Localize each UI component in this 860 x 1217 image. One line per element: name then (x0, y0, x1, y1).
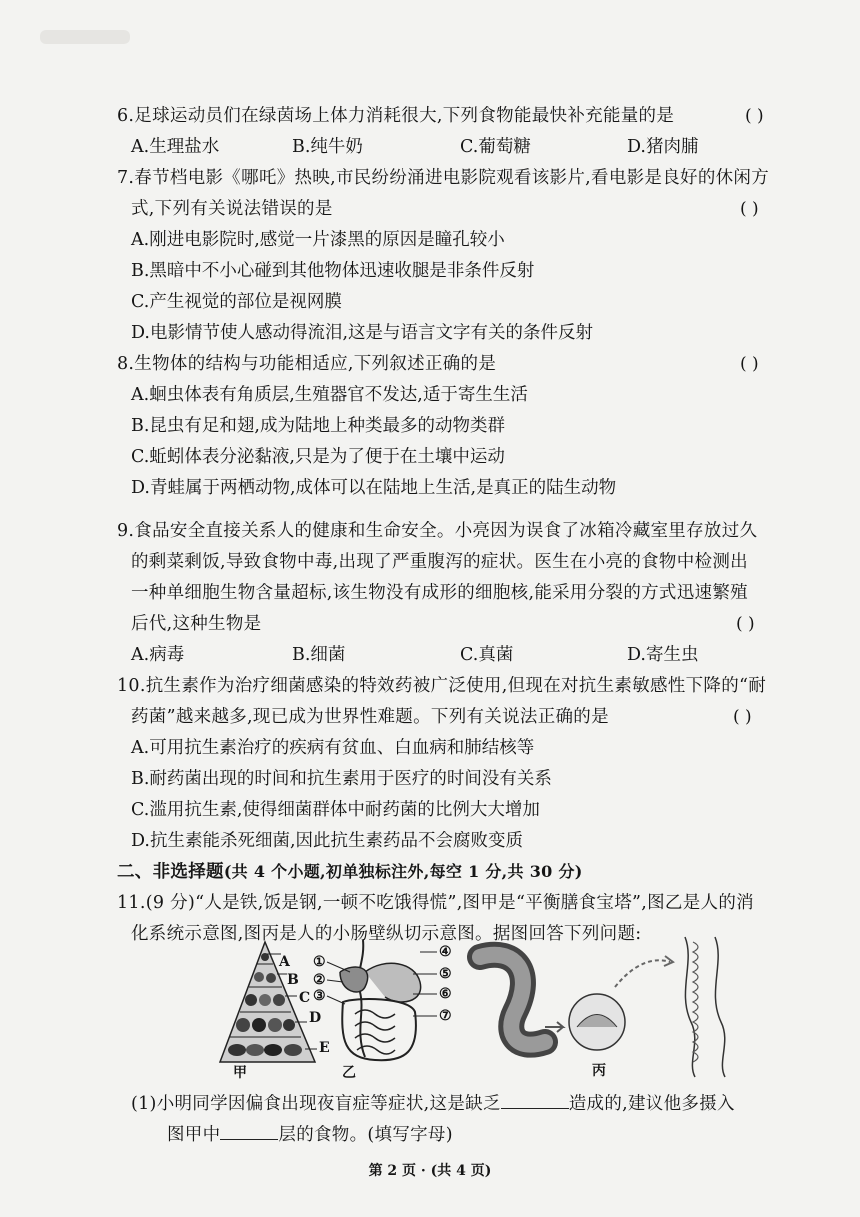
organ-label-2: ② (313, 972, 326, 988)
q7-answer-paren: ( ) (740, 199, 759, 219)
q9-stem-line2: 的剩菜剩饭,导致食物中毒,出现了严重腹泻的症状。医生在小亮的食物中检测出 (131, 552, 748, 572)
pyramid-label-a: A (279, 954, 290, 970)
q9-answer-paren: ( ) (736, 614, 755, 634)
q6-option-b: B.纯牛奶 (292, 137, 363, 157)
q6-option-a: A.生理盐水 (131, 137, 220, 157)
figure-caption-jia: 甲 (233, 1065, 247, 1081)
q7-option-b: B.黑暗中不小心碰到其他物体迅速收腿是非条件反射 (131, 261, 535, 281)
pyramid-label-e: E (319, 1040, 330, 1056)
pyramid-label-d: D (309, 1010, 322, 1026)
pyramid-label-c: C (299, 990, 311, 1006)
organ-label-1: ① (313, 954, 326, 970)
scan-smudge (40, 30, 130, 44)
q11-sub1-blank-1[interactable] (501, 1090, 569, 1109)
q9-stem-line4: 后代,这种生物是 (131, 614, 262, 634)
q6-option-d: D.猪肉脯 (627, 137, 699, 157)
q11-sub1-text-c: 图甲中 (167, 1125, 221, 1145)
q9-option-c: C.真菌 (460, 645, 514, 665)
q9-option-d: D.寄生虫 (627, 645, 699, 665)
pyramid-label-b: B (287, 972, 299, 988)
figure-caption-bing: 丙 (592, 1063, 606, 1079)
q10-stem-line1: 10.抗生素作为治疗细菌感染的特效药被广泛使用,但现在对抗生素敏感性下降的“耐 (117, 676, 767, 696)
q11-sub1-text-d: 层的食物。(填写字母) (278, 1125, 453, 1145)
q8-option-c: C.蚯蚓体表分泌黏液,只是为了便于在土壤中运动 (131, 447, 505, 467)
q10-stem-line2: 药菌”越来越多,现已成为世界性难题。下列有关说法正确的是 (131, 707, 609, 727)
q6-option-c: C.葡萄糖 (460, 137, 531, 157)
organ-label-4: ④ (439, 944, 452, 960)
q6-stem: 6.足球运动员们在绿茵场上体力消耗很大,下列食物能最快补充能量的是 (117, 106, 675, 126)
section2-title: 二、非选择题 (117, 862, 224, 882)
q11-stem-line1: 11.(9 分)“人是铁,饭是钢,一顿不吃饿得慌”,图甲是“平衡膳食宝塔”,图乙是人的消 (117, 893, 754, 913)
organ-label-6: ⑥ (439, 986, 452, 1002)
q8-stem: 8.生物体的结构与功能相适应,下列叙述正确的是 (117, 354, 497, 374)
figure-caption-yi: 乙 (342, 1065, 356, 1081)
q7-stem-line2: 式,下列有关说法错误的是 (131, 199, 333, 219)
q8-option-a: A.蛔虫体表有角质层,生殖器官不发达,适于寄生生活 (131, 385, 528, 405)
q11-sub1-text-b: 造成的,建议他多摄入 (568, 1094, 735, 1114)
q11-sub1-line2 (167, 1121, 453, 1147)
organ-label-7: ⑦ (439, 1008, 452, 1024)
q10-option-a: A.可用抗生素治疗的疾病有贫血、白血病和肺结核等 (131, 738, 535, 758)
q10-option-c: C.滥用抗生素,使得细菌群体中耐药菌的比例大大增加 (131, 800, 540, 820)
q9-option-b: B.细菌 (292, 645, 346, 665)
q11-sub1-text-a: (1)小明同学因偏食出现夜盲症等症状,这是缺乏 (131, 1094, 501, 1114)
q6-answer-paren: ( ) (745, 106, 764, 126)
q11-sub1-blank-2[interactable] (220, 1121, 278, 1140)
q10-option-d: D.抗生素能杀死细菌,因此抗生素药品不会腐败变质 (131, 831, 524, 851)
section2-heading (117, 860, 583, 884)
q7-option-d: D.电影情节使人感动得流泪,这是与语言文字有关的条件反射 (131, 323, 594, 343)
diet-pyramid-diagram (215, 932, 755, 1082)
q7-option-c: C.产生视觉的部位是视网膜 (131, 292, 342, 312)
q11-stem-line2: 化系统示意图,图丙是人的小肠壁纵切示意图。据图回答下列问题: (131, 924, 642, 944)
q11-sub1-line1 (131, 1090, 735, 1116)
q8-answer-paren: ( ) (740, 354, 759, 374)
q9-option-a: A.病毒 (131, 645, 185, 665)
q10-option-b: B.耐药菌出现的时间和抗生素用于医疗的时间没有关系 (131, 769, 552, 789)
organ-label-3: ③ (313, 988, 326, 1004)
q7-option-a: A.刚进电影院时,感觉一片漆黑的原因是瞳孔较小 (131, 230, 505, 250)
section2-note: (共 4 个小题,初单独标注外,每空 1 分,共 30 分) (223, 862, 583, 881)
q10-answer-paren: ( ) (733, 707, 752, 727)
q11-figure (215, 932, 755, 1082)
q7-stem-line1: 7.春节档电影《哪吒》热映,市民纷纷涌进电影院观看该影片,看电影是良好的休闲方 (117, 168, 770, 188)
q9-stem-line1: 9.食品安全直接关系人的健康和生命安全。小亮因为误食了冰箱冷藏室里存放过久 (117, 521, 758, 541)
q8-option-b: B.昆虫有足和翅,成为陆地上种类最多的动物类群 (131, 416, 505, 436)
organ-label-5: ⑤ (439, 966, 452, 982)
q9-stem-line3: 一种单细胞生物含量超标,该生物没有成形的细胞核,能采用分裂的方式迅速繁殖 (131, 583, 748, 603)
q8-option-d: D.青蛙属于两栖动物,成体可以在陆地上生活,是真正的陆生动物 (131, 478, 617, 498)
page-footer: 第 2 页 · (共 4 页) (368, 1163, 492, 1179)
